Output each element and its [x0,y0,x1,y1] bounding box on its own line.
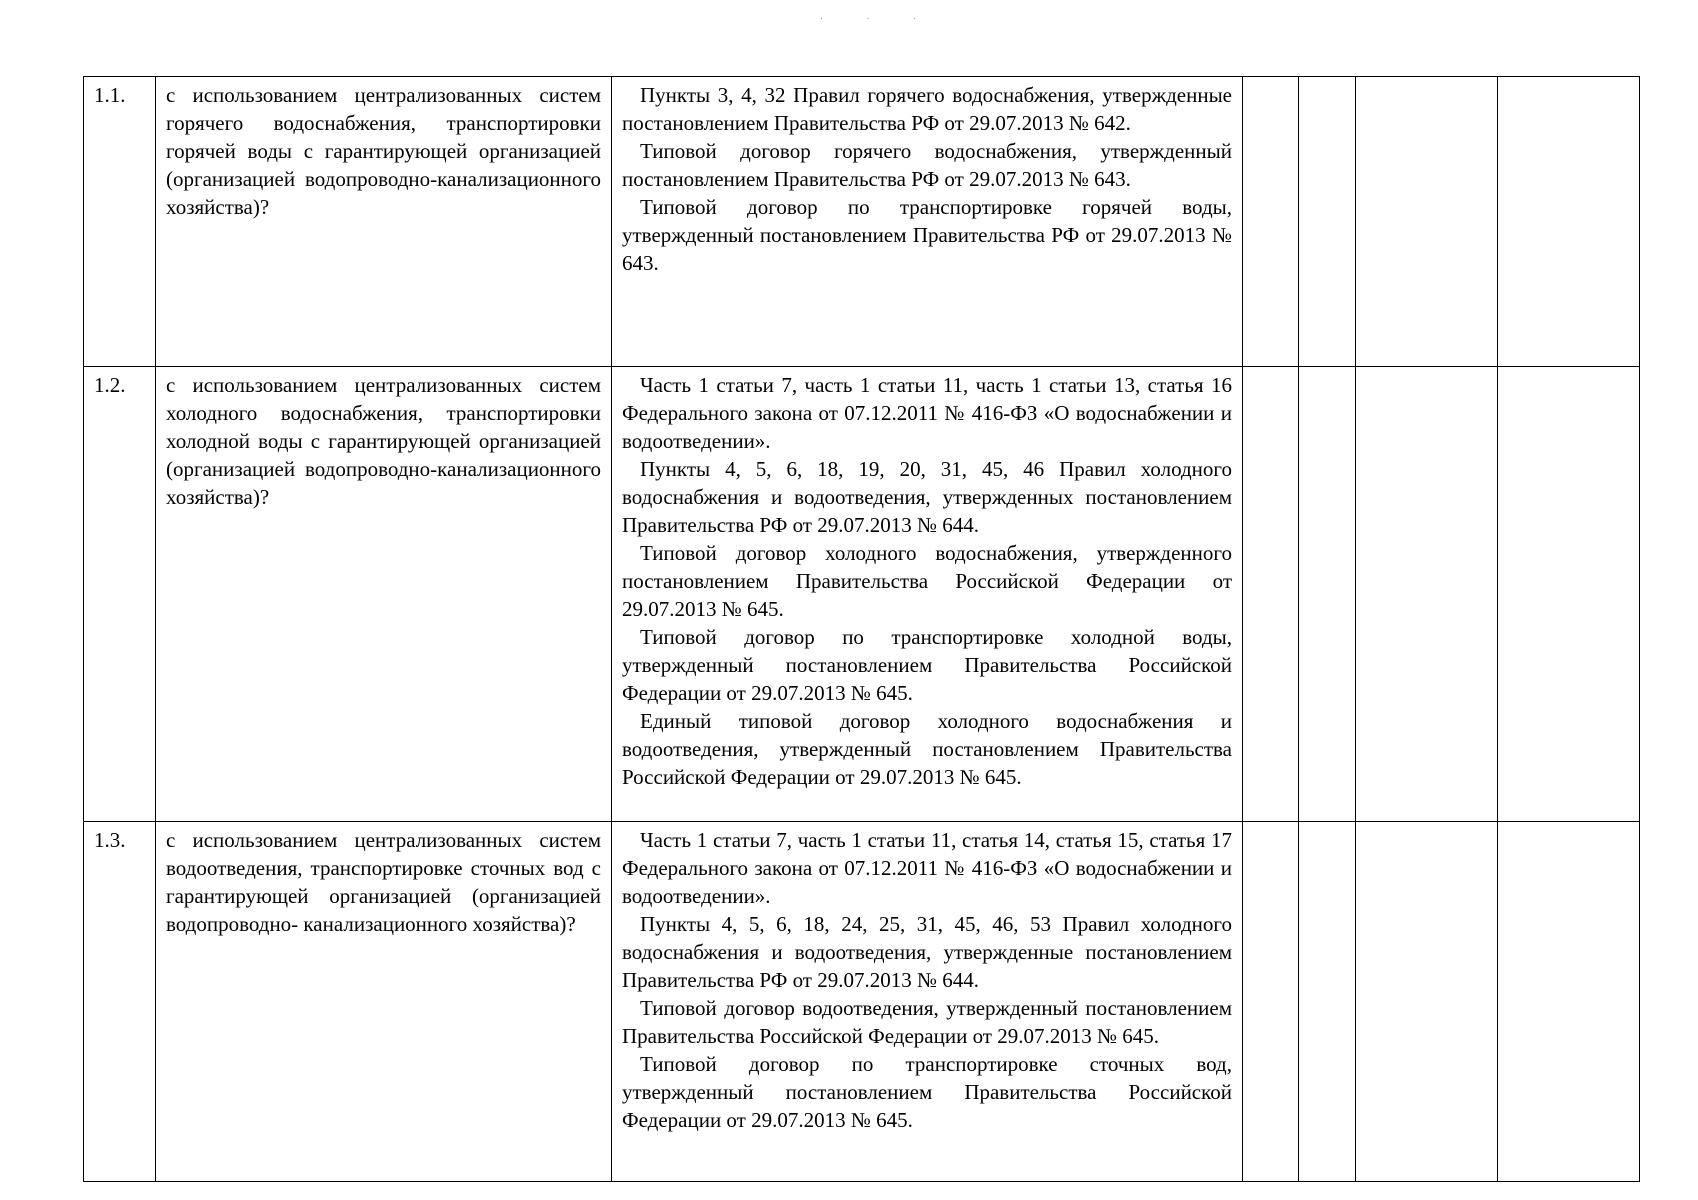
basis-paragraph: Пункты 4, 5, 6, 18, 24, 25, 31, 45, 46, 53 Правил холодного водоснабжения и водоотведения, утвержденные постановлением Правительства РФ от 29.07.2013 № 644. [622,912,1232,992]
scan-artifact: · · · [820,14,936,25]
legal-basis-cell [612,77,1243,367]
basis-paragraph: Часть 1 статьи 7, часть 1 статьи 11, статья 14, статья 15, статья 17 Федерального закона от 07.12.2011 № 416-ФЗ «О водоснабжении и водоотведении». [622,828,1232,908]
row-number: 1.2. [84,367,156,822]
question-cell: с использованием централизованных систем холодного водоснабжения, транспортировки холодной воды с гарантирующей организацией (организацией водопроводно-канализационного хозяйства)? [156,367,612,822]
note-cell[interactable] [1498,822,1640,1182]
basis-paragraph: Типовой договор холодного водоснабжения, утвержденного постановлением Правительства Российской Федерации от 29.07.2013 № 645. [622,541,1232,621]
answer-yes-cell[interactable] [1243,367,1299,822]
note-cell[interactable] [1498,367,1640,822]
question-cell: с использованием централизованных систем водоотведения, транспортировке сточных вод с гарантирующей организацией (организацией водопроводно- канализационного хозяйства)? [156,822,612,1182]
legal-basis-cell [612,367,1243,822]
question-cell: с использованием централизованных систем горячего водоснабжения, транспортировки горячей воды с гарантирующей организацией (организацией водопроводно-канализационного хозяйства)? [156,77,612,367]
row-number: 1.3. [84,822,156,1182]
basis-paragraph: Типовой договор горячего водоснабжения, утвержденный постановлением Правительства РФ от 29.07.2013 № 643. [622,139,1232,191]
note-cell[interactable] [1498,77,1640,367]
answer-no-cell[interactable] [1299,367,1356,822]
row-number: 1.1. [84,77,156,367]
checklist-table [83,76,1640,1182]
answer-yes-cell[interactable] [1243,822,1299,1182]
table-row [84,77,1640,367]
answer-no-cell[interactable] [1299,77,1356,367]
table-row [84,822,1640,1182]
basis-paragraph: Типовой договор по транспортировке сточных вод, утвержденный постановлением Правительства Российской Федерации от 29.07.2013 № 645. [622,1052,1232,1132]
basis-paragraph: Типовой договор по транспортировке холодной воды, утвержденный постановлением Правительства Российской Федерации от 29.07.2013 № 645. [622,625,1232,705]
basis-paragraph: Типовой договор водоотведения, утвержденный постановлением Правительства Российской Федерации от 29.07.2013 № 645. [622,996,1232,1048]
basis-paragraph: Пункты 4, 5, 6, 18, 19, 20, 31, 45, 46 Правил холодного водоснабжения и водоотведения, утвержденных постановлением Правительства РФ от 29.07.2013 № 644. [622,457,1232,537]
answer-no-cell[interactable] [1299,822,1356,1182]
answer-not-applicable-cell[interactable] [1356,77,1498,367]
basis-paragraph: Типовой договор по транспортировке горячей воды, утвержденный постановлением Правительства РФ от 29.07.2013 № 643. [622,195,1232,275]
answer-yes-cell[interactable] [1243,77,1299,367]
table-row [84,367,1640,822]
basis-paragraph: Единый типовой договор холодного водоснабжения и водоотведения, утвержденный постановлением Правительства Российской Федерации от 29.07.2013 № 645. [622,709,1232,789]
legal-basis-cell [612,822,1243,1182]
answer-not-applicable-cell[interactable] [1356,367,1498,822]
answer-not-applicable-cell[interactable] [1356,822,1498,1182]
basis-paragraph: Часть 1 статьи 7, часть 1 статьи 11, часть 1 статьи 13, статья 16 Федерального закона от 07.12.2011 № 416-ФЗ «О водоснабжении и водоотведении». [622,373,1232,453]
basis-paragraph: Пункты 3, 4, 32 Правил горячего водоснабжения, утвержденные постановлением Правительства РФ от 29.07.2013 № 642. [622,83,1232,135]
